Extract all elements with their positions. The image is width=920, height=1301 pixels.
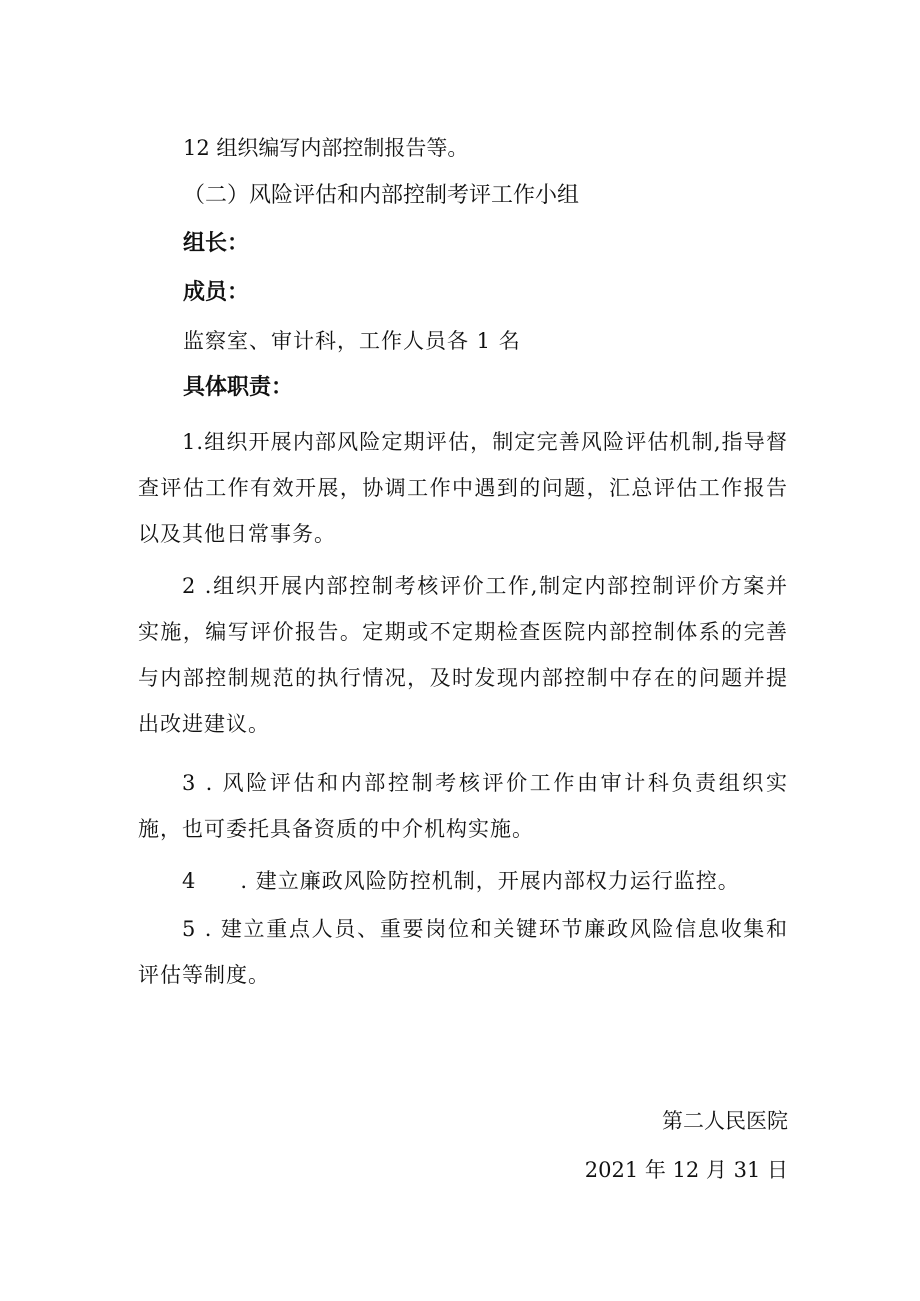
signature-date: 2021 年 12 月 31 日 <box>584 1158 788 1182</box>
members-text: 监察室、审计科，工作人员各 1 名 <box>183 329 521 353</box>
duty-paragraph-5: 5 . 建立重点人员、重要岗位和关键环节廉政风险信息收集和评估等制度。 <box>138 917 788 987</box>
signature-organization: 第二人民医院 <box>662 1109 788 1133</box>
duty-paragraph-4: 4 . 建立廉政风险防控机制，开展内部权力运行监控。 <box>182 869 740 893</box>
leader-label: 组长： <box>183 231 250 256</box>
duty-paragraph-1: 1.组织开展内部风险定期评估，制定完善风险评估机制,指导督查评估工作有效开展，协调工作中遇到的问题，汇总评估工作报告以及其他日常事务。 <box>138 430 788 546</box>
duty-paragraph-3: 3 . 风险评估和内部控制考核评价工作由审计科负责组织实施，也可委托具备资质的中介机构实施。 <box>138 771 788 841</box>
duty-paragraph-2: 2 .组织开展内部控制考核评价工作,制定内部控制评价方案并实施，编写评价报告。定期或不定期检查医院内部控制体系的完善与内部控制规范的执行情况，及时发现内部控制中存在的问题并提出改进建议。 <box>138 574 788 736</box>
item-12-text: 12 组织编写内部控制报告等。 <box>183 136 469 160</box>
members-label: 成员： <box>183 280 250 305</box>
section-title: （二）风险评估和内部控制考评工作小组 <box>183 183 580 208</box>
duties-label: 具体职责： <box>183 375 294 400</box>
